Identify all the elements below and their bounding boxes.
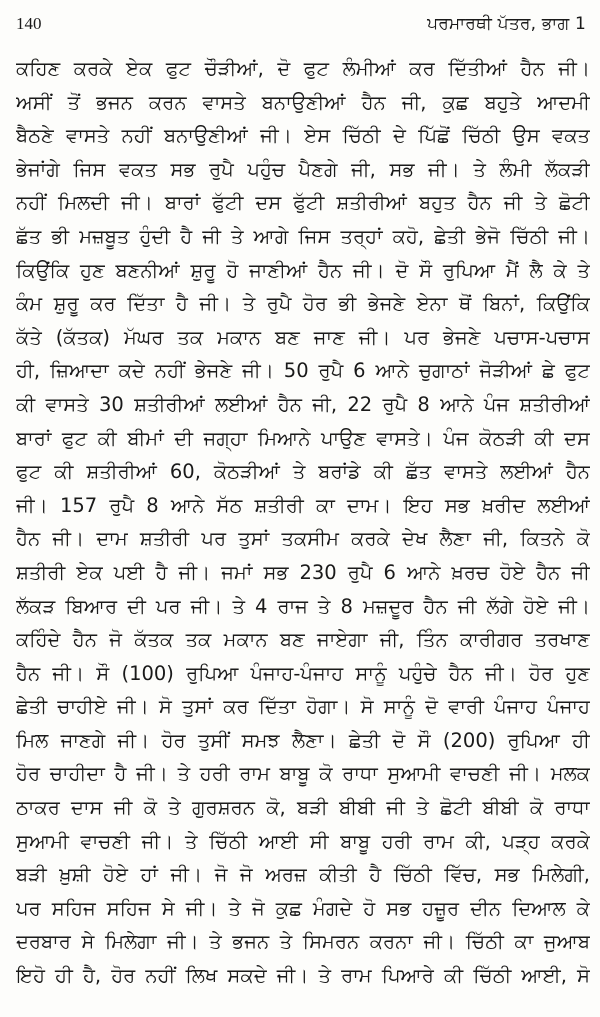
text-line: ਛੇਤੀ ਚਾਹੀਏ ਜੀ। ਸੋ ਤੁਸਾਂ ਕਰ ਦਿੱਤਾ ਹੋਗਾ। ਸੋ ਸਾਨੂੰ ਦੋ ਵਾਰੀ ਪੰਜਾਹ ਪੰਜਾਹ [16, 695, 590, 719]
text-line: ਪਰ ਸਹਿਜ ਸਹਿਜ ਸੇ ਜੀ। ਤੇ ਜੋ ਕੁਛ ਮੰਗਦੇ ਹੋ ਸਭ ਹਜ਼ੂਰ ਦੀਨ ਦਿਆਲ ਕੇ [16, 896, 590, 920]
text-line: ਹੈਨ ਜੀ। ਦਾਮ ਸ਼ਤੀਰੀ ਪਰ ਤੁਸਾਂ ਤਕਸੀਮ ਕਰਕੇ ਦੇਖ ਲੈਣਾ ਜੀ, ਕਿਤਨੇ ਕੋ [16, 527, 590, 551]
text-line: ਬਾਰਾਂ ਫੁਟ ਕੀ ਬੀਮਾਂ ਦੀ ਜਗ੍ਹਾ ਮਿਆਨੇ ਪਾਉਣ ਵਾਸਤੇ। ਪੰਜ ਕੋਠੜੀ ਕੀ ਦਸ [16, 426, 590, 450]
text-line: ਕਹਿੰਦੇ ਹੈਨ ਜੋ ਕੱਤਕ ਤਕ ਮਕਾਨ ਬਣ ਜਾਏਗਾ ਜੀ, ਤਿੰਨ ਕਾਰੀਗਰ ਤਰਖਾਣ [16, 628, 590, 652]
text-line: ਅਸੀਂ ਤੋਂ ਭਜਨ ਕਰਨ ਵਾਸਤੇ ਬਨਾਉਣੀਆਂ ਹੈਨ ਜੀ, ਕੁਛ ਬਹੁਤੇ ਆਦਮੀ [16, 90, 590, 114]
text-line: ਹੀ, ਜ਼ਿਆਦਾ ਕਦੇ ਨਹੀਂ ਭੇਜਣੇ ਜੀ। 50 ਰੁਪੈ 6 ਆਨੇ ਚੁਗਾਠਾਂ ਜੋੜੀਆਂ ਛੇ ਫੁਟ [16, 359, 590, 383]
text-line: ਭੇਜਾਂਗੇ ਜਿਸ ਵਕਤ ਸਭ ਰੁਪੈ ਪਹੁੰਚ ਪੈਣਗੇ ਜੀ, ਸਭ ਜੀ। ਤੇ ਲੰਮੀ ਲੱਕੜੀ [16, 157, 590, 181]
text-line: ਛੱਤ ਭੀ ਮਜ਼ਬੂਤ ਹੁੰਦੀ ਹੈ ਜੀ ਤੇ ਆਗੇ ਜਿਸ ਤਰ੍ਹਾਂ ਕਹੋ, ਛੇਤੀ ਭੇਜੋ ਚਿੱਠੀ ਜੀ। [16, 224, 590, 248]
text-line: ਮਿਲ ਜਾਣਗੇ ਜੀ। ਹੋਰ ਤੁਸੀਂ ਸਮਝ ਲੈਣਾ। ਛੇਤੀ ਦੋ ਸੌ (200) ਰੁਪਿਆ ਹੀ [16, 728, 590, 752]
text-line: ਕੰਮ ਸ਼ੁਰੂ ਕਰ ਦਿੱਤਾ ਹੈ ਜੀ। ਤੇ ਰੁਪੈ ਹੋਰ ਭੀ ਭੇਜਣੇ ਏਨਾ ਥੋਂ ਬਿਨਾਂ, ਕਿਉਂਕਿ [16, 292, 590, 316]
text-line: ਕਿਉਂਕਿ ਹੁਣ ਬਣਨੀਆਂ ਸ਼ੁਰੂ ਹੋ ਜਾਣੀਆਂ ਹੈਨ ਜੀ। ਦੋ ਸੌ ਰੁਪਿਆ ਮੈਂ ਲੈ ਕੇ ਤੇ [16, 258, 590, 282]
text-line: ਜੀ। 157 ਰੁਪੈ 8 ਆਨੇ ਸੱਠ ਸ਼ਤੀਰੀ ਕਾ ਦਾਮ। ਇਹ ਸਭ ਖ਼ਰੀਦ ਲਈਆਂ [16, 493, 590, 517]
text-line: ਠਾਕਰ ਦਾਸ ਜੀ ਕੋ ਤੇ ਗੁਰਸ਼ਰਨ ਕੋ, ਬੜੀ ਬੀਬੀ ਜੀ ਤੇ ਛੋਟੀ ਬੀਬੀ ਕੋ ਰਾਧਾ [16, 796, 590, 820]
text-line: ਕੱਤੇ (ਕੱਤਕ) ਮੱਘਰ ਤਕ ਮਕਾਨ ਬਣ ਜਾਣ ਜੀ। ਪਰ ਭੇਜਣੇ ਪਚਾਸ-ਪਚਾਸ [16, 325, 590, 349]
running-title: ਪਰਮਾਰਥੀ ਪੱਤਰ, ਭਾਗ 1 [427, 14, 586, 34]
text-line: ਸ਼ਤੀਰੀ ਏਕ ਪਈ ਹੈ ਜੀ। ਜਮਾਂ ਸਭ 230 ਰੁਪੈ 6 ਆਨੇ ਖ਼ਰਚ ਹੋਏ ਹੈਨ ਜੀ [16, 560, 590, 584]
text-line: ਫੁਟ ਕੀ ਸ਼ਤੀਰੀਆਂ 60, ਕੋਠੜੀਆਂ ਤੇ ਬਰਾਂਡੇ ਕੀ ਛੱਤ ਵਾਸਤੇ ਲਈਆਂ ਹੈਨ [16, 460, 590, 484]
text-line: ਹੋਰ ਚਾਹੀਦਾ ਹੈ ਜੀ। ਤੇ ਹਰੀ ਰਾਮ ਬਾਬੂ ਕੋ ਰਾਧਾ ਸੁਆਮੀ ਵਾਚਣੀ ਜੀ। ਮਲਕ [16, 762, 590, 786]
text-line: ਇਹੋ ਹੀ ਹੈ, ਹੋਰ ਨਹੀਂ ਲਿਖ ਸਕਦੇ ਜੀ। ਤੇ ਰਾਮ ਪਿਆਰੇ ਕੀ ਚਿੱਠੀ ਆਈ, ਸੋ [16, 964, 590, 988]
text-line: ਦਰਬਾਰ ਸੇ ਮਿਲੇਗਾ ਜੀ। ਤੇ ਭਜਨ ਤੇ ਸਿਮਰਨ ਕਰਨਾ ਜੀ। ਚਿੱਠੀ ਕਾ ਜੁਆਬ [16, 930, 590, 954]
text-line: ਹੈਨ ਜੀ। ਸੌ (100) ਰੁਪਿਆ ਪੰਜਾਹ-ਪੰਜਾਹ ਸਾਨੂੰ ਪਹੁੰਚੇ ਹੈਨ ਜੀ। ਹੋਰ ਹੁਣ [16, 661, 590, 685]
text-line: ਨਹੀਂ ਮਿਲਦੀ ਜੀ। ਬਾਰਾਂ ਫੁੱਟੀ ਦਸ ਫੁੱਟੀ ਸ਼ਤੀਰੀਆਂ ਬਹੁਤ ਹੈਨ ਜੀ ਤੇ ਛੋਟੀ [16, 191, 590, 215]
body-text [16, 52, 590, 993]
page-header [16, 8, 586, 40]
text-line: ਬੜੀ ਖ਼ੁਸ਼ੀ ਹੋਏ ਹਾਂ ਜੀ। ਜੋ ਜੋ ਅਰਜ਼ ਕੀਤੀ ਹੈ ਚਿੱਠੀ ਵਿੱਚ, ਸਭ ਮਿਲੇਗੀ, [16, 863, 590, 887]
text-line: ਕਹਿਣ ਕਰਕੇ ਏਕ ਫੁਟ ਚੌੜੀਆਂ, ਦੋ ਫੁਟ ਲੰਮੀਆਂ ਕਰ ਦਿੱਤੀਆਂ ਹੈਨ ਜੀ। [16, 57, 590, 80]
page-number: 140 [16, 14, 42, 33]
text-line: ਬੈਠਣੇ ਵਾਸਤੇ ਨਹੀਂ ਬਨਾਉਣੀਆਂ ਜੀ। ਏਸ ਚਿੱਠੀ ਦੇ ਪਿੱਛੋਂ ਚਿੱਠੀ ਉਸ ਵਕਤ [16, 124, 590, 148]
text-line: ਲੱਕੜ ਬਿਆਰ ਦੀ ਪਰ ਜੀ। ਤੇ 4 ਰਾਜ ਤੇ 8 ਮਜ਼ਦੂਰ ਹੈਨ ਜੀ ਲੱਗੇ ਹੋਏ ਜੀ। [16, 594, 590, 618]
text-line: ਸੁਆਮੀ ਵਾਚਣੀ ਜੀ। ਤੇ ਚਿੱਠੀ ਆਈ ਸੀ ਬਾਬੂ ਹਰੀ ਰਾਮ ਕੀ, ਪੜ੍ਹ ਕਰਕੇ [16, 829, 590, 853]
text-line: ਕੀ ਵਾਸਤੇ 30 ਸ਼ਤੀਰੀਆਂ ਲਈਆਂ ਹੈਨ ਜੀ, 22 ਰੁਪੈ 8 ਆਨੇ ਪੰਜ ਸ਼ਤੀਰੀਆਂ [16, 392, 590, 416]
